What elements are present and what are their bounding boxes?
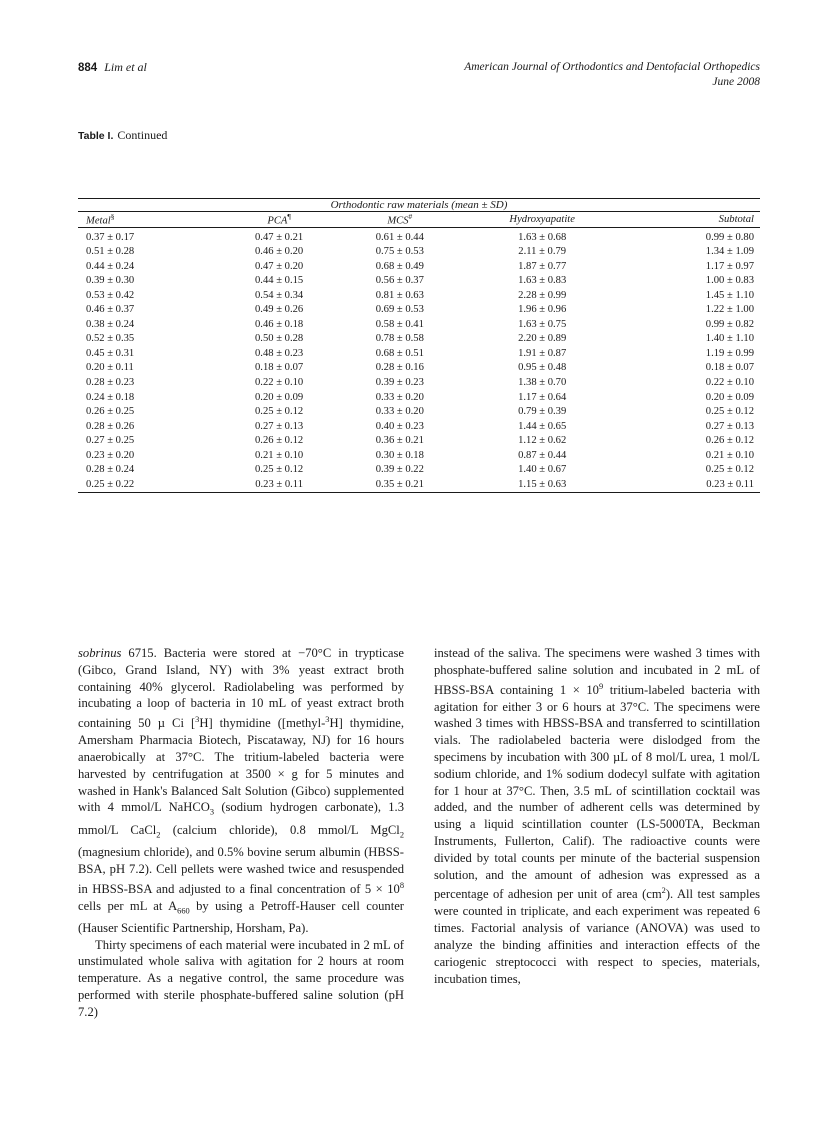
running-head-right [464, 60, 760, 90]
cell-metal: 0.28 ± 0.24 [86, 464, 135, 476]
cell-hydroxyapatite: 1.44 ± 0.65 [518, 420, 567, 432]
cell-subtotal: 0.25 ± 0.12 [705, 464, 754, 476]
cell-hydroxyapatite: 1.87 ± 0.77 [518, 260, 567, 272]
table-row [78, 449, 760, 464]
cell-mcs: 0.33 ± 0.20 [375, 406, 424, 418]
cell-subtotal: 0.27 ± 0.13 [705, 420, 754, 432]
body-text [78, 645, 760, 1021]
cell-pca: 0.22 ± 0.10 [255, 377, 304, 388]
cell-subtotal: 0.21 ± 0.10 [705, 449, 754, 461]
table-foot [78, 493, 760, 494]
left-paragraph-1: sobrinus 6715. Bacteria were stored at −70°C in trypticase (Gibco, Grand Island, NY) with 3% yeast extract broth containing 40% glycerol. Radiolabeling was performed by incubating a loop of bacteria in 10 mL of yeast extract broth containing 50 µ Ci [$^3$H] thymidine ([methyl-$^3$H] thymidine, Amersham Pharmacia Biotech, Piscataway, NJ) for 16 hours anaerobically at 37°C. The tritium-labeled bacteria were harvested by centrifugation at 3500 × g for 5 minutes and washed in Hank's Balanced Salt Solution (Gibco) supplemented with 4 mmol/L NaHCO$_3$ (sodium hydrogen carbonate), 1.3 mmol/L CaCl$_2$ (calcium chloride), 0.8 mmol/L MgCl$_2$ (magnesium chloride), and 0.5% bovine serum albumin (HBSS-BSA, pH 7.2). Cell pellets were washed twice and resuspended in HBSS-BSA and adjusted to a final concentration of $5 \times 10^8$ cells per mL at $A_{660}$ by using a Petroff-Hauser cell counter (Hauser Scientific Partnership, Horsham, Pa). [78, 646, 405, 935]
cell-subtotal: 0.20 ± 0.09 [705, 391, 754, 403]
table-row [78, 361, 760, 376]
table-row [78, 289, 760, 304]
cell-metal: 0.46 ± 0.37 [86, 304, 135, 316]
running-head-left [78, 60, 147, 75]
cell-pca: 0.50 ± 0.28 [255, 333, 304, 345]
left-paragraph-2: Thirty specimens of each material were incubated in 2 mL of unstimulated whole saliva with agitation for 2 hours at room temperature. As a negative control, the same procedure was performed with sterile phosphate-buffered saline solution (pH 7.2) [78, 937, 404, 1019]
cell-metal: 0.25 ± 0.22 [86, 478, 135, 490]
cell-pca: 0.18 ± 0.07 [255, 362, 304, 374]
cell-pca: 0.46 ± 0.20 [255, 246, 304, 258]
cell-mcs: 0.68 ± 0.51 [375, 347, 424, 359]
cell-mcs: 0.75 ± 0.53 [375, 246, 424, 258]
cell-pca: 0.25 ± 0.12 [255, 406, 304, 418]
column-header-pca-marker: ¶ [287, 212, 291, 221]
cell-hydroxyapatite: 1.63 ± 0.75 [518, 318, 567, 330]
cell-metal: 0.52 ± 0.35 [86, 333, 135, 345]
column-header-mcs-label: MCS [387, 215, 409, 227]
cell-mcs: 0.40 ± 0.23 [375, 420, 424, 432]
table-row [78, 274, 760, 289]
cell-subtotal: 0.99 ± 0.82 [705, 318, 754, 330]
cell-metal: 0.26 ± 0.25 [86, 406, 135, 418]
cell-pca: 0.49 ± 0.26 [255, 304, 304, 316]
body-column-left [78, 645, 404, 1021]
column-header-pca-label: PCA [267, 215, 288, 227]
cell-mcs: 0.68 ± 0.49 [375, 260, 424, 272]
table-row [78, 260, 760, 275]
cell-hydroxyapatite: 0.95 ± 0.48 [518, 362, 567, 374]
column-header-metal [78, 212, 219, 228]
column-header-mcs-marker: # [408, 212, 413, 221]
cell-mcs: 0.61 ± 0.44 [375, 231, 424, 243]
data-table-container [78, 198, 760, 493]
cell-metal: 0.37 ± 0.17 [86, 231, 135, 243]
cell-hydroxyapatite: 1.63 ± 0.83 [518, 275, 567, 287]
cell-hydroxyapatite: 2.11 ± 0.79 [518, 246, 567, 258]
table-row [78, 318, 760, 333]
cell-hydroxyapatite: 1.63 ± 0.68 [518, 231, 567, 243]
cell-hydroxyapatite: 1.96 ± 0.96 [518, 304, 567, 316]
column-header-metal-label: Metal [86, 215, 111, 227]
cell-pca: 0.27 ± 0.13 [255, 420, 304, 432]
cell-pca: 0.21 ± 0.10 [255, 449, 304, 461]
group-header-label: Orthodontic raw materials (mean ± SD) [78, 199, 760, 212]
cell-metal: 0.38 ± 0.24 [86, 318, 135, 330]
cell-hydroxyapatite: 0.79 ± 0.39 [518, 406, 567, 418]
table-caption-label: Table I. [78, 130, 114, 142]
table-row [78, 478, 760, 493]
cell-subtotal: 0.23 ± 0.11 [706, 478, 754, 490]
table-row [78, 376, 760, 391]
cell-pca: 0.47 ± 0.21 [255, 231, 304, 243]
cell-metal: 0.44 ± 0.24 [86, 260, 135, 272]
cell-subtotal: 1.22 ± 1.00 [705, 304, 754, 316]
cell-hydroxyapatite: 0.87 ± 0.44 [518, 449, 567, 461]
cell-metal: 0.24 ± 0.18 [86, 391, 135, 403]
table-caption-text: Continued [117, 128, 168, 142]
cell-metal: 0.45 ± 0.31 [86, 347, 135, 359]
column-header-metal-marker: § [110, 212, 115, 221]
cell-subtotal: 1.00 ± 0.83 [705, 275, 754, 287]
table-row [78, 405, 760, 420]
cell-mcs: 0.81 ± 0.63 [375, 289, 424, 301]
cell-pca: 0.47 ± 0.20 [255, 260, 304, 272]
cell-pca: 0.26 ± 0.12 [255, 435, 304, 447]
cell-mcs: 0.30 ± 0.18 [375, 449, 424, 461]
cell-subtotal: 1.34 ± 1.09 [705, 246, 754, 258]
cell-subtotal: 1.17 ± 0.97 [705, 260, 754, 272]
cell-mcs: 0.35 ± 0.21 [375, 478, 424, 490]
table-row [78, 391, 760, 406]
cell-hydroxyapatite: 1.17 ± 0.64 [518, 391, 567, 403]
column-header-hydroxyapatite-label: Hydroxyapatite [509, 213, 575, 225]
cell-hydroxyapatite: 1.12 ± 0.62 [518, 435, 567, 447]
column-header-hydroxyapatite [460, 212, 624, 228]
column-header-mcs [339, 212, 460, 228]
cell-metal: 0.28 ± 0.26 [86, 420, 135, 432]
cell-subtotal: 1.40 ± 1.10 [705, 333, 754, 345]
cell-pca: 0.54 ± 0.34 [255, 289, 304, 301]
right-paragraph-1: instead of the saliva. The specimens were washed 3 times with phosphate-buffered saline solution and incubated in 2 mL of HBSS-BSA containing $1 \times 10^9$ tritium-labeled bacteria with agitation for either 3 or 6 hours at 37°C. The specimens were washed 3 times with HBSS-BSA and transferred to scintillation vials. The radiolabeled bacteria were dislodged from the specimens by incubation with 300 µL of 8 mol/L urea, 1 mol/L sodium chloride, and 1% sodium dodecyl sulfate with agitation for 1 hour at 37°C. Then, 3.5 mL of scintillation cocktail was added, and the number of adherent cells was determined by using a liquid scintillation counter (LS-5000TA, Beckman Instruments, Fullerton, Calif). The radioactive counts were divided by total counts per minute of the bacterial suspension solution, and the amount of adhesion was expressed as a percentage of adhesion per unit of area $(cm^2)$. All test samples were counted in triplicate, and each experiment was repeated 6 times. Factorial analysis of variance (ANOVA) was used to analyze the binding affinities and interaction effects of the cariogenic streptococci with respect to species, materials, incubation times, [434, 646, 760, 986]
cell-pca: 0.48 ± 0.23 [255, 347, 304, 359]
cell-metal: 0.53 ± 0.42 [86, 289, 135, 301]
cell-hydroxyapatite: 2.20 ± 0.89 [518, 333, 567, 345]
cell-subtotal: 1.45 ± 1.10 [705, 289, 754, 301]
cell-mcs: 0.58 ± 0.41 [375, 318, 424, 330]
cell-hydroxyapatite: 1.15 ± 0.63 [518, 478, 567, 490]
cell-mcs: 0.36 ± 0.21 [375, 435, 424, 447]
issue-date: June 2008 [712, 76, 760, 88]
table-caption [78, 128, 167, 143]
cell-pca: 0.25 ± 0.12 [255, 464, 304, 476]
table-bottom-rule [78, 493, 760, 494]
data-table [78, 198, 760, 493]
cell-mcs: 0.78 ± 0.58 [375, 333, 424, 345]
cell-subtotal: 1.19 ± 0.99 [705, 347, 754, 359]
table-body [78, 227, 760, 493]
table-row [78, 332, 760, 347]
table-head [78, 199, 760, 228]
table-row [78, 303, 760, 318]
cell-subtotal: 0.26 ± 0.12 [705, 435, 754, 447]
table-row [78, 420, 760, 435]
body-column-right [434, 645, 760, 1021]
cell-hydroxyapatite: 1.38 ± 0.70 [518, 377, 567, 388]
page-number: 884 [78, 62, 98, 74]
cell-subtotal: 0.99 ± 0.80 [705, 231, 754, 243]
cell-metal: 0.51 ± 0.28 [86, 246, 135, 258]
table-row [78, 463, 760, 478]
journal-title: American Journal of Orthodontics and Dentofacial Orthopedics [464, 61, 760, 73]
column-header-subtotal [624, 212, 760, 228]
column-header-pca [219, 212, 340, 228]
cell-pca: 0.23 ± 0.11 [255, 478, 303, 490]
column-header-subtotal-label: Subtotal [718, 213, 754, 225]
cell-metal: 0.20 ± 0.11 [86, 362, 134, 374]
cell-pca: 0.20 ± 0.09 [255, 391, 304, 403]
cell-hydroxyapatite: 1.91 ± 0.87 [518, 347, 567, 359]
cell-subtotal: 0.25 ± 0.12 [705, 406, 754, 418]
cell-metal: 0.39 ± 0.30 [86, 275, 135, 287]
cell-metal: 0.27 ± 0.25 [86, 435, 135, 447]
cell-mcs: 0.56 ± 0.37 [375, 275, 424, 287]
table-group-header-row [78, 199, 760, 212]
cell-pca: 0.44 ± 0.15 [255, 275, 304, 287]
table-column-header-row [78, 212, 760, 228]
cell-subtotal: 0.22 ± 0.10 [705, 377, 754, 388]
cell-mcs: 0.39 ± 0.23 [375, 377, 424, 388]
cell-hydroxyapatite: 1.40 ± 0.67 [518, 464, 567, 476]
table-row [78, 245, 760, 260]
cell-mcs: 0.28 ± 0.16 [375, 362, 424, 374]
cell-mcs: 0.33 ± 0.20 [375, 391, 424, 403]
table-row [78, 227, 760, 245]
running-head-authors: Lim et al [104, 60, 147, 74]
cell-metal: 0.28 ± 0.23 [86, 377, 135, 388]
cell-hydroxyapatite: 2.28 ± 0.99 [518, 289, 567, 301]
cell-mcs: 0.69 ± 0.53 [375, 304, 424, 316]
running-head [78, 60, 760, 90]
cell-metal: 0.23 ± 0.20 [86, 449, 135, 461]
table-row [78, 347, 760, 362]
cell-mcs: 0.39 ± 0.22 [375, 464, 424, 476]
cell-subtotal: 0.18 ± 0.07 [705, 362, 754, 374]
table-row [78, 434, 760, 449]
cell-pca: 0.46 ± 0.18 [255, 318, 304, 330]
